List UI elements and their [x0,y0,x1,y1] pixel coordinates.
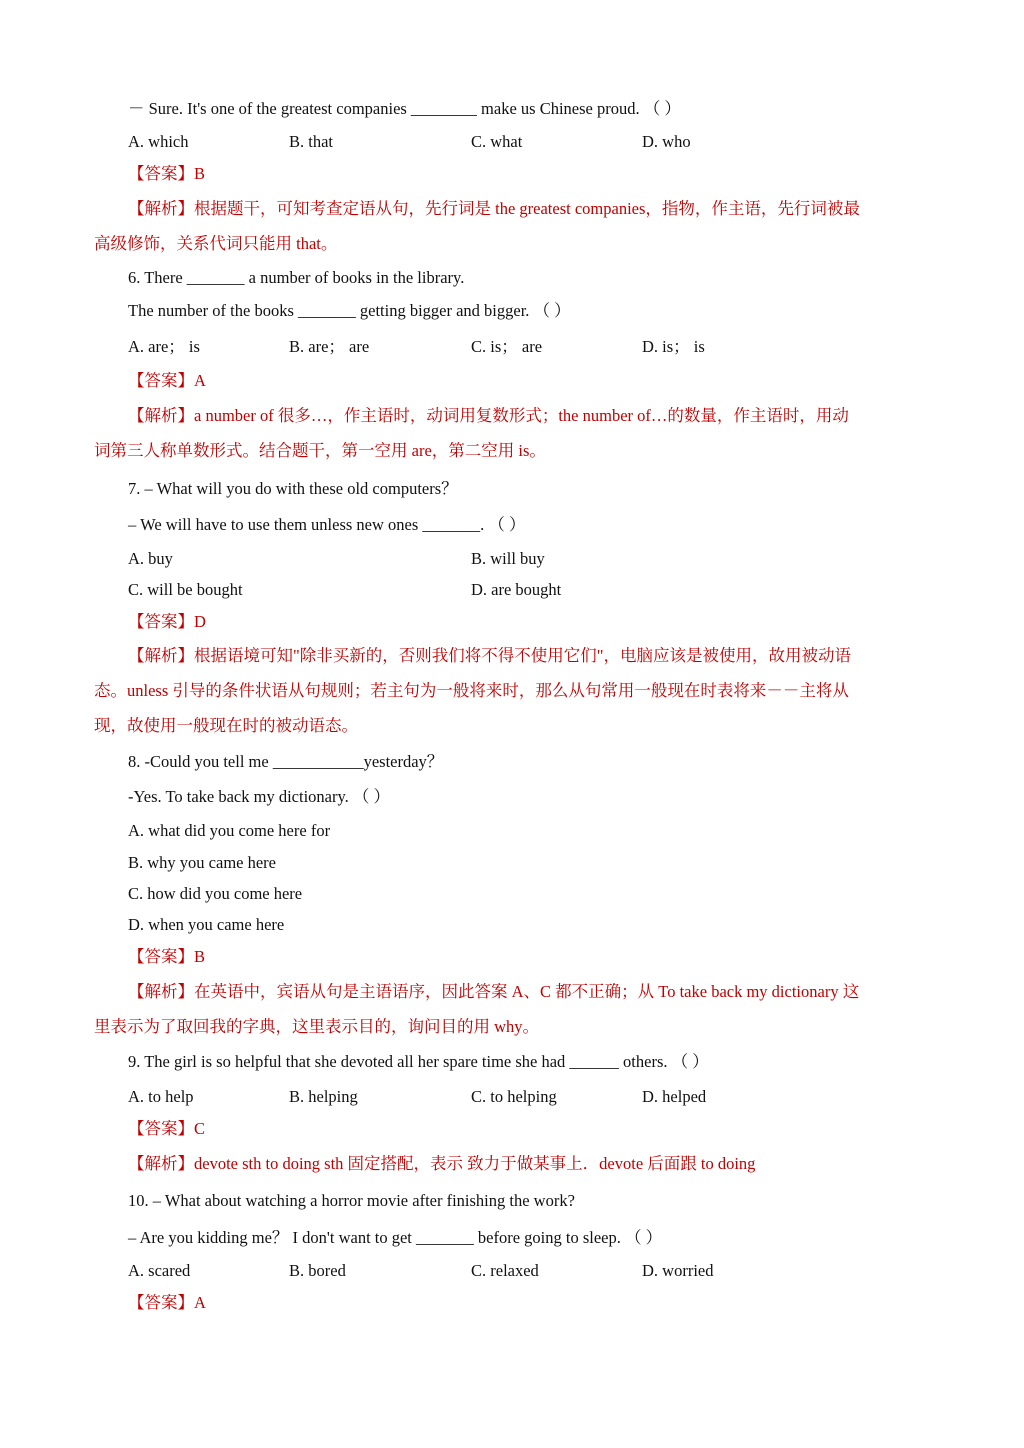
q9-stem: 9. The girl is so helpful that she devoted all her spare time she had ______ others. （ ） [128,1052,709,1071]
q8-explanation-line-2: 里表示为了取回我的字典，这里表示目的，询问目的用 why。 [94,1017,540,1036]
q9-option-b: B. helping [289,1087,358,1106]
q5-explanation-line-2: 高级修饰，关系代词只能用 that。 [94,234,338,253]
q7-option-d: D. are bought [471,580,562,599]
q9-option-c: C. to helping [471,1087,557,1106]
q7-option-c: C. will be bought [128,580,243,599]
q7-stem-line-2: – We will have to use them unless new ones _______. （ ） [128,515,526,534]
q10-option-d: D. worried [642,1261,714,1280]
q8-option-c: C. how did you come here [128,884,303,903]
q10-stem-line-1: 10. – What about watching a horror movie after finishing the work? [128,1191,575,1210]
q6-stem-line-2: The number of the books _______ getting bigger and bigger. （ ） [128,301,571,320]
q7-option-a: A. buy [128,549,173,568]
q8-explanation-line-1: 【解析】在英语中，宾语从句是主语语序，因此答案 A、C 都不正确；从 To take back my dictionary 这 [128,982,860,1001]
q5-option-d: D. who [642,132,691,151]
q5-option-c: C. what [471,132,523,151]
q8-stem-line-2: -Yes. To take back my dictionary. （ ） [128,787,391,806]
q5-explanation-line-1: 【解析】根据题干，可知考查定语从句，先行词是 the greatest companies，指物，作主语，先行词被最 [128,199,860,218]
q6-option-d: D. is； is [642,337,705,356]
q9-explanation-line-1: 【解析】devote sth to doing sth 固定搭配，表示 致力于做某事上．devote 后面跟 to doing [128,1154,756,1173]
q7-answer: 【答案】D [128,612,206,631]
q8-option-b: B. why you came here [128,853,276,872]
q7-stem-line-1: 7. – What will you do with these old computers？ [128,479,458,498]
q7-explanation-line-2: 态。unless 引导的条件状语从句规则；若主句为一般将来时，那么从句常用一般现在时表将来－－主将从 [94,681,849,700]
q9-option-d: D. helped [642,1087,707,1106]
q6-answer: 【答案】A [128,371,206,390]
q8-answer: 【答案】B [128,947,206,966]
q9-option-a: A. to help [128,1087,194,1106]
q6-stem-line-1: 6. There _______ a number of books in the library. [128,268,465,287]
q5-option-a: A. which [128,132,189,151]
q5-answer: 【答案】B [128,164,206,183]
q10-option-b: B. bored [289,1261,346,1280]
q5-stem: － Sure. It's one of the greatest companies ________ make us Chinese proud. （ ） [128,99,681,118]
q6-option-c: C. is； are [471,337,543,356]
q6-option-a: A. are； is [128,337,200,356]
q8-option-d: D. when you came here [128,915,285,934]
q8-option-a: A. what did you come here for [128,821,331,840]
q7-explanation-line-1: 【解析】根据语境可知"除非买新的，否则我们将不得不使用它们"，电脑应该是被使用，故用被动语 [128,646,851,665]
q9-answer: 【答案】C [128,1119,206,1138]
q5-option-b: B. that [289,132,333,151]
q6-option-b: B. are； are [289,337,370,356]
q10-answer: 【答案】A [128,1293,206,1312]
q7-explanation-line-3: 现，故使用一般现在时的被动语态。 [94,716,358,735]
q10-stem-line-2: – Are you kidding me？ I don't want to get _______ before going to sleep. （ ） [128,1228,663,1247]
q7-option-b: B. will buy [471,549,545,568]
q6-explanation-line-1: 【解析】a number of 很多…，作主语时，动词用复数形式；the number of…的数量，作主语时，用动 [128,406,849,425]
q10-option-a: A. scared [128,1261,191,1280]
q8-stem-line-1: 8. -Could you tell me ___________yesterday？ [128,752,444,771]
q10-option-c: C. relaxed [471,1261,539,1280]
q6-explanation-line-2: 词第三人称单数形式。结合题干，第一空用 are，第二空用 is。 [94,441,546,460]
